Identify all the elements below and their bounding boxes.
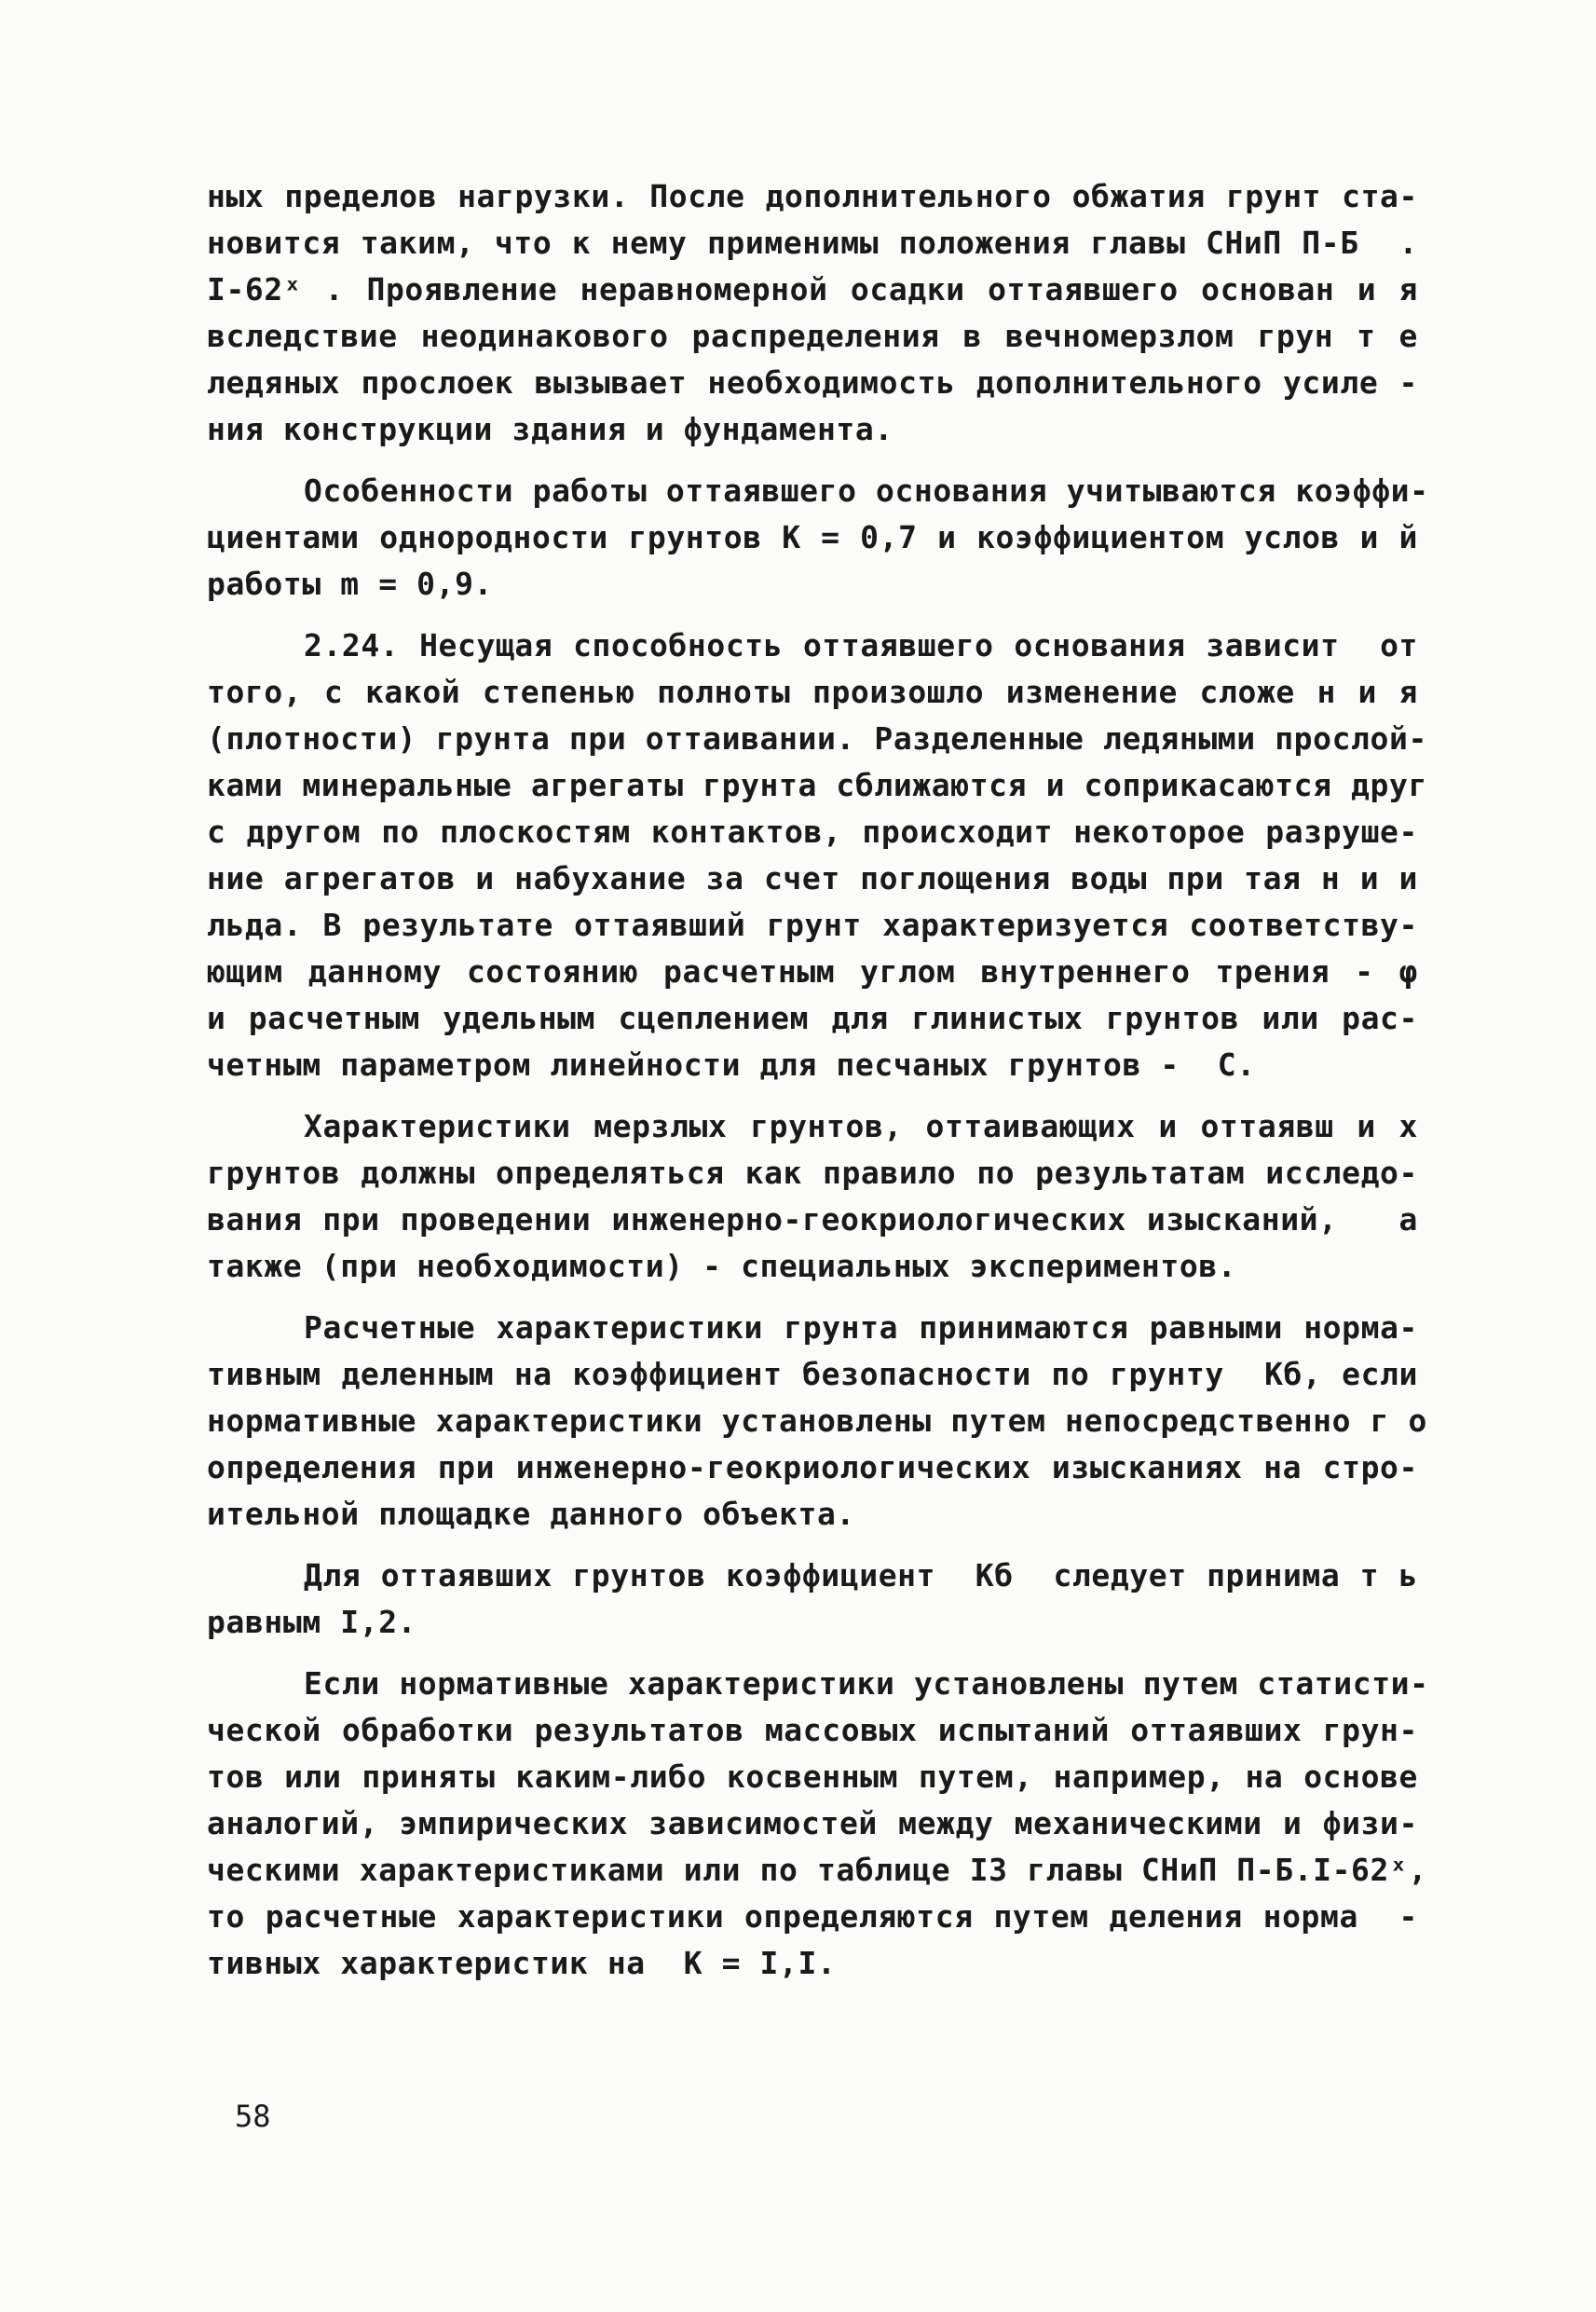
text-line: вследствие неодинакового распределения в вечномерзлом грун т е: [207, 318, 1418, 354]
text-line: ками минеральные агрегаты грунта сближаются и соприкасаются друг: [207, 767, 1427, 803]
text-line: аналогий, эмпирических зависимостей между механическими и физи-: [207, 1805, 1418, 1841]
text-line: четным параметром линейности для песчаных грунтов - С.: [207, 1047, 1256, 1083]
paragraph-gap: [207, 1538, 1418, 1553]
text-line: тов или приняты каким-либо косвенным путем, например, на основе: [207, 1758, 1418, 1795]
text-line: ние агрегатов и набухание за счет поглощения воды при тая н и и: [207, 860, 1418, 896]
text-line: новится таким, что к нему применимы положения главы СНиП П-Б .: [207, 225, 1418, 261]
text-line: определения при инженерно-геокриологических изысканиях на стро-: [207, 1449, 1418, 1485]
paragraph: [207, 468, 1429, 608]
text-line: льда. В результате оттаявший грунт характеризуется соответству-: [207, 907, 1418, 943]
paragraph-gap: [207, 1646, 1418, 1661]
text-line: циентами однородности грунтов К = 0,7 и коэффициентом услов и й: [207, 519, 1418, 555]
text-line: также (при необходимости) - специальных экспериментов.: [207, 1248, 1237, 1284]
paragraph: [207, 1553, 1418, 1646]
text-line: тивных характеристик на К = I,I.: [207, 1945, 837, 1981]
text-line: и расчетным удельным сцеплением для глинистых грунтов или рас-: [207, 1000, 1418, 1036]
text-line: вания при проведении инженерно-геокриологических изысканий, а: [207, 1201, 1418, 1238]
text-line: работы m = 0,9.: [207, 566, 494, 602]
text-line: того, с какой степенью полноты произошло изменение сложе н и я: [207, 674, 1418, 710]
text-line: нормативные характеристики установлены путем непосредственно г о: [207, 1402, 1427, 1439]
text-line: ительной площадке данного объекта.: [207, 1496, 855, 1532]
text-line: грунтов должны определяться как правило по результатам исследо-: [207, 1155, 1418, 1191]
text-line: Расчетные характеристики грунта принимаются равными норма-: [304, 1309, 1418, 1346]
text-line: ния конструкции здания и фундамента.: [207, 411, 893, 447]
text-line: Особенности работы оттаявшего основания учитываются коэффи-: [304, 472, 1429, 509]
text-line: тивным деленным на коэффициент безопасности по грунту Кб, если: [207, 1356, 1418, 1392]
text-line: то расчетные характеристики определяются путем деления норма -: [207, 1898, 1418, 1935]
paragraph-gap: [207, 1290, 1418, 1305]
text-line: Для оттаявших грунтов коэффициент Кб следует принима т ь: [304, 1557, 1418, 1594]
text-line: равным I,2.: [207, 1604, 417, 1640]
text-line: (плотности) грунта при оттаивании. Разделенные ледяными прослой-: [207, 720, 1427, 757]
paragraph: [207, 1305, 1427, 1538]
paragraph: [207, 1103, 1418, 1290]
text-line: ческими характеристиками или по таблице I3 главы СНиП П-Б.I-62ˣ,: [207, 1852, 1427, 1888]
text-line: I-62ˣ . Проявление неравномерной осадки оттаявшего основан и я: [207, 271, 1418, 308]
paragraph-gap: [207, 453, 1418, 468]
paragraph: [207, 173, 1418, 453]
text-line: ледяных прослоек вызывает необходимость дополнительного усиле -: [207, 364, 1418, 401]
text-line: ческой обработки результатов массовых испытаний оттаявших грун-: [207, 1712, 1418, 1748]
text-line: ных пределов нагрузки. После дополнительного обжатия грунт ста-: [207, 178, 1418, 214]
text-line: ющим данному состоянию расчетным углом внутреннего трения - φ: [207, 953, 1418, 990]
text-line: Характеристики мерзлых грунтов, оттаивающих и оттаявш и х: [304, 1108, 1418, 1144]
text-line: Если нормативные характеристики установлены путем статисти-: [304, 1665, 1429, 1702]
paragraph: [207, 1661, 1429, 1987]
page-number: 58: [235, 2099, 271, 2134]
body-text: [207, 173, 1429, 1987]
text-line: с другом по плоскостям контактов, происходит некоторое разруше-: [207, 814, 1418, 850]
paragraph: [207, 622, 1427, 1088]
text-line: 2.24. Несущая способность оттаявшего основания зависит от: [304, 627, 1418, 664]
paragraph-gap: [207, 1088, 1418, 1103]
paragraph-gap: [207, 608, 1418, 622]
